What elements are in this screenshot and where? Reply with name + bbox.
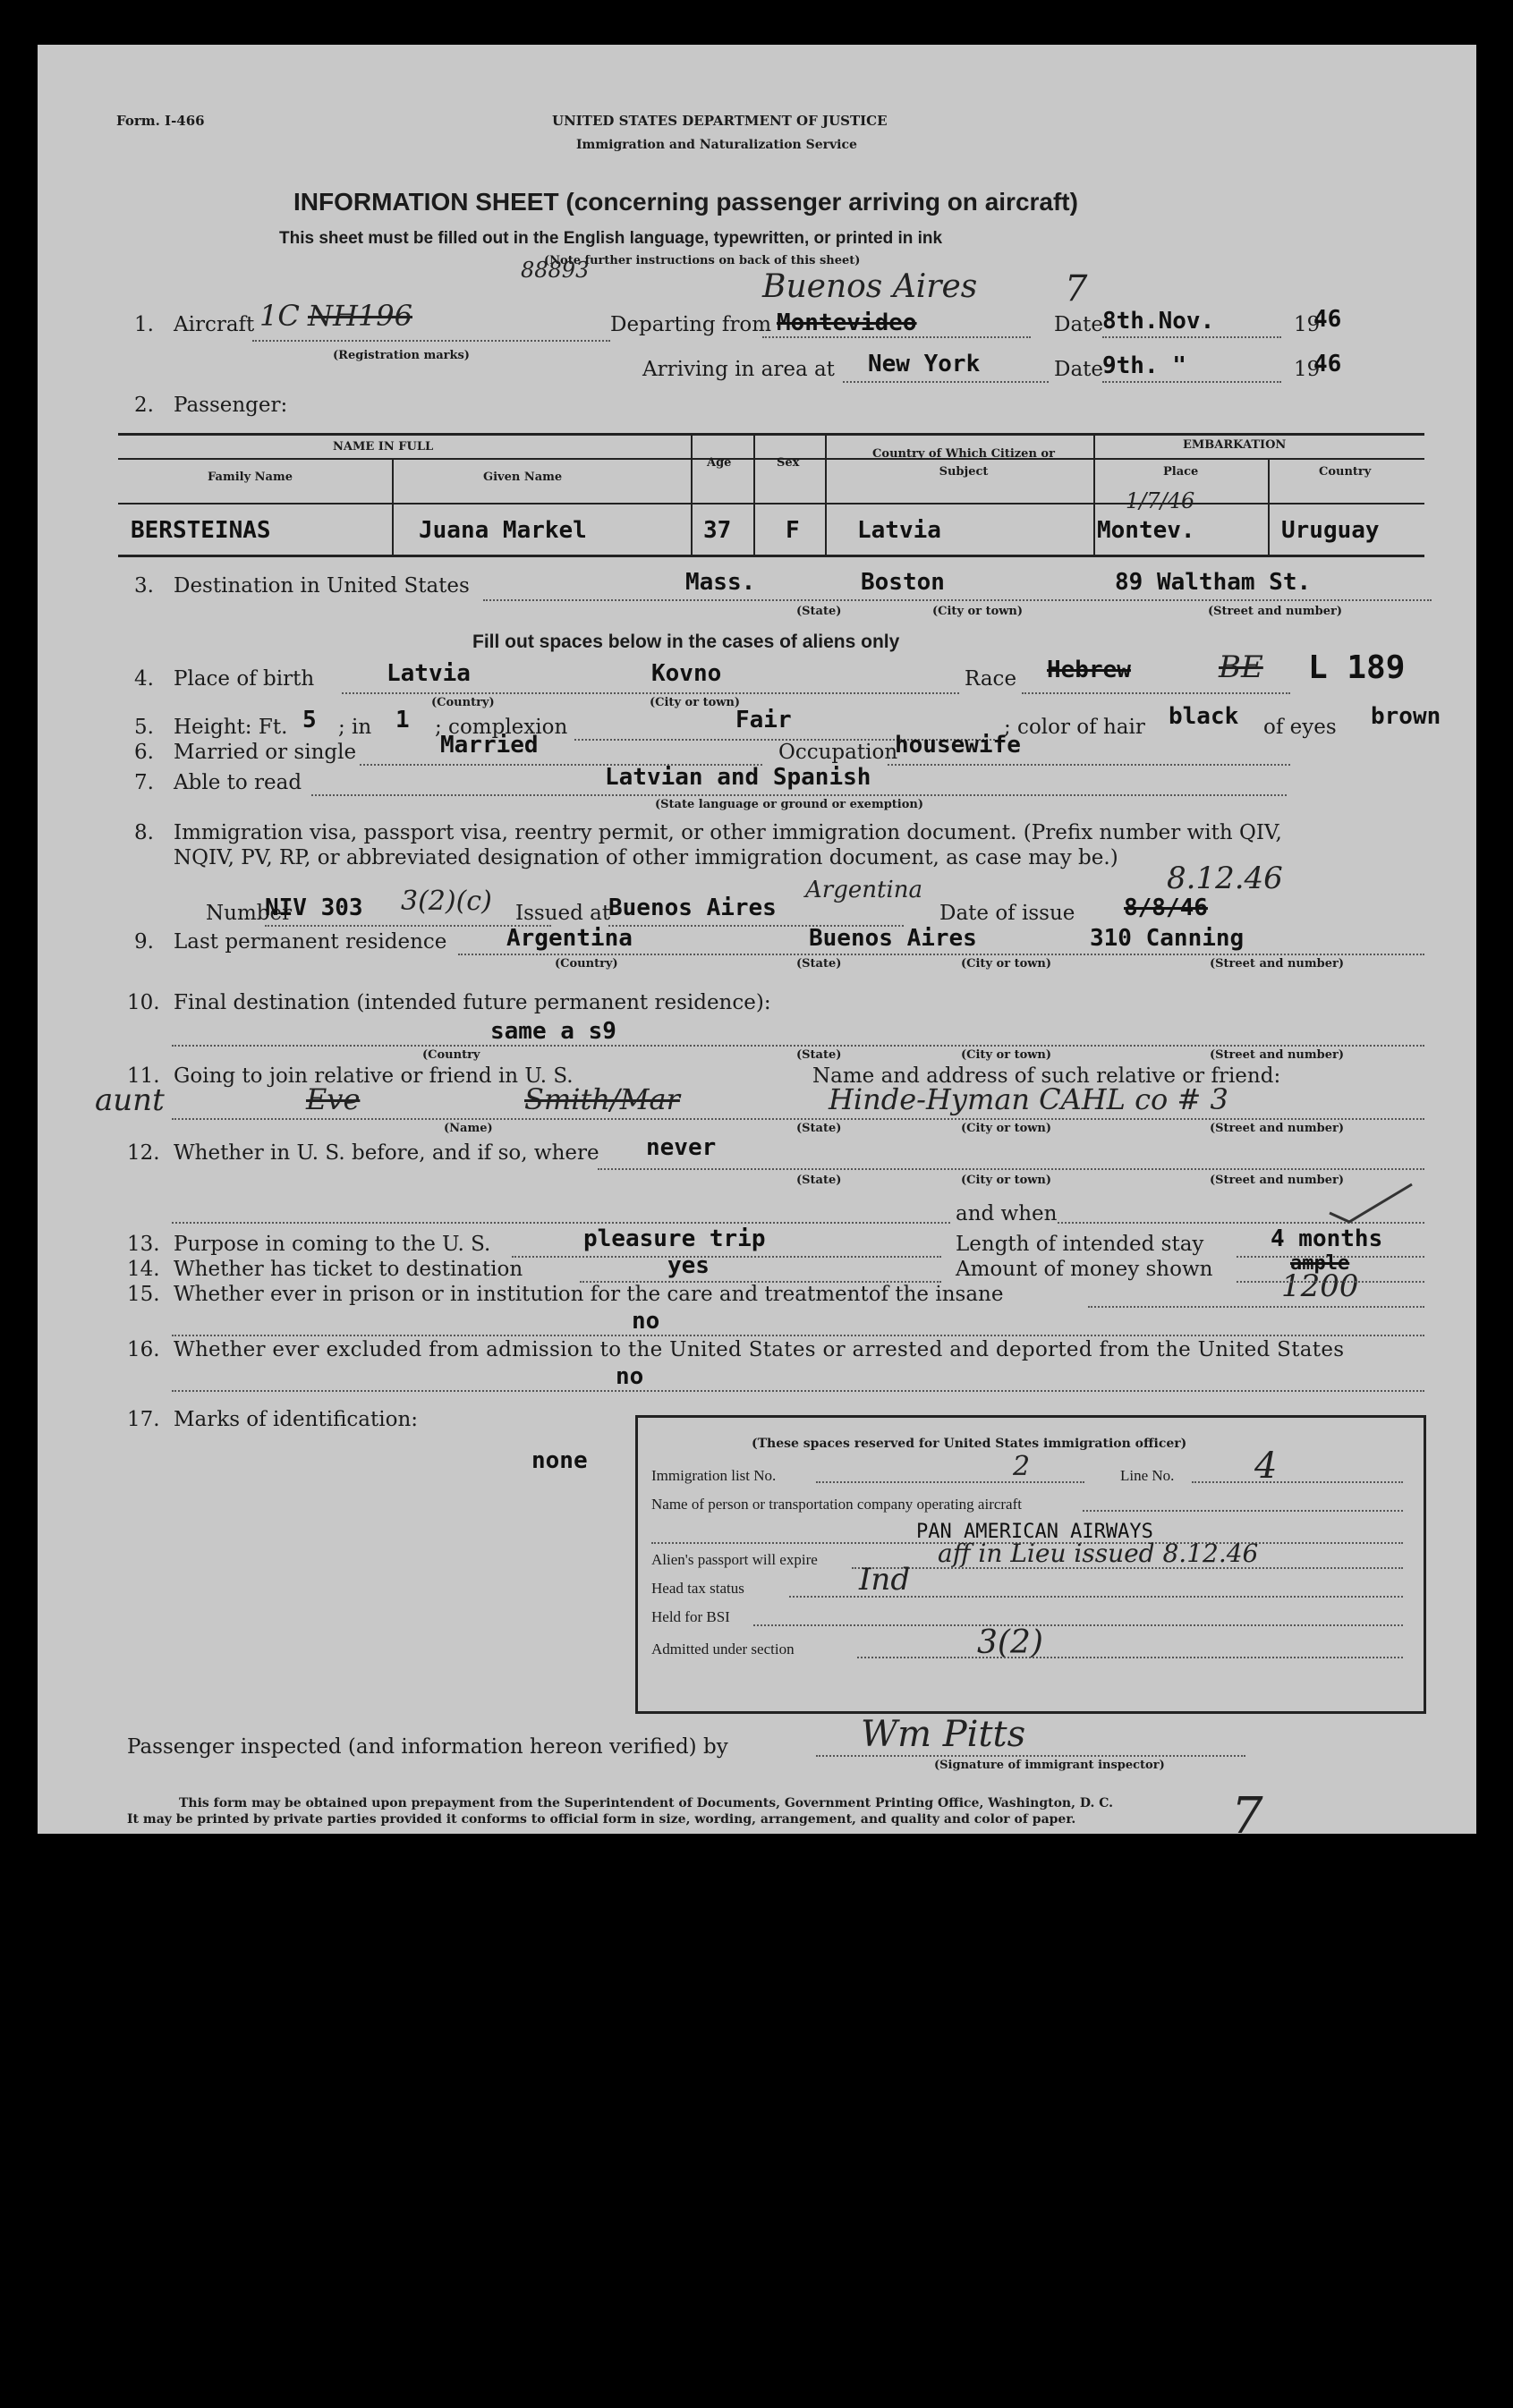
issue-date: 8/8/46 [1124, 895, 1208, 921]
join-relative-hand: Hinde-Hyman CAHL co # 3 [829, 1082, 1228, 1116]
section-label: Admitted under section [651, 1641, 795, 1658]
headtax-hand: Ind [859, 1562, 911, 1598]
before-label: Whether in U. S. before, and if so, where [174, 1141, 599, 1165]
table-header-country: Country [1319, 465, 1372, 479]
caption-street: (Street and number) [1210, 1174, 1344, 1187]
excluded-value: no [616, 1363, 644, 1390]
visa-number: NIV 303 [265, 895, 363, 921]
birth-city: Kovno [651, 660, 722, 687]
caption-state: (State) [796, 1048, 842, 1062]
operator-label: Name of person or transportation company operating aircraft [651, 1496, 1022, 1513]
age: 37 [703, 517, 732, 544]
aircraft-prefix: 1C [259, 299, 300, 333]
instruction-note: (Note further instructions on back of this sheet) [544, 254, 861, 267]
issue-date-hand: 8.12.46 [1167, 861, 1283, 896]
issue-date-label: Date of issue [939, 902, 1075, 925]
aircraft-registration-hand: 88893 [521, 258, 590, 283]
marks-label: Marks of identification: [174, 1408, 419, 1431]
destination-state: Mass. [685, 569, 756, 596]
arriving-place: New York [868, 351, 981, 377]
aircraft-struck: NH196 [308, 299, 412, 333]
ticket-label: Whether has ticket to destination [174, 1258, 523, 1281]
item-number: 9. [134, 930, 154, 954]
residence-label: Last permanent residence [174, 930, 447, 954]
passenger-label: Passenger: [174, 394, 288, 417]
final-dest-label: Final destination (intended future permanent residence): [174, 991, 771, 1014]
stay-label: Length of intended stay [956, 1233, 1204, 1256]
embarkation-country: Uruguay [1281, 517, 1380, 544]
race-code: L 189 [1308, 649, 1406, 686]
visa-line2: NQIV, PV, RP, or abbreviated designation of other immigration document, as case may be.) [174, 846, 1118, 869]
table-header-family-name: Family Name [208, 471, 293, 484]
caption-country: (Country) [555, 957, 618, 971]
join-relation-hand: aunt [95, 1082, 165, 1118]
line-value-hand: 4 [1254, 1446, 1278, 1487]
line-label: Line No. [1120, 1467, 1175, 1484]
issued-label: Issued at [515, 902, 611, 925]
page-title: INFORMATION SHEET (concerning passenger arriving on aircraft) [293, 188, 1078, 216]
table-header-citizen: Country of Which Citizen or Subject [872, 447, 1055, 479]
footer-line2: It may be printed by private parties provided it conforms to official form in size, wording, arrangement, and quality and color of paper. [127, 1812, 1076, 1827]
arrival-year: 46 [1313, 351, 1342, 377]
excluded-label: Whether ever excluded from admission to the United States or arrested and deported from the United States [174, 1338, 1345, 1361]
visa-line1: Immigration visa, passport visa, reentry permit, or other immigration document. (Prefix number with QIV, [174, 821, 1282, 844]
item-number: 15. [127, 1283, 160, 1306]
final-dest-value: same a s9 [490, 1018, 616, 1045]
bsi-label: Held for BSI [651, 1608, 730, 1625]
officer-box-title: (These spaces reserved for United States immigration officer) [752, 1437, 1187, 1451]
caption-city: (City or town) [961, 1048, 1052, 1062]
year-prefix: 19 [1294, 313, 1321, 336]
visa-number-hand: 3(2)(c) [401, 886, 492, 917]
caption-city: (City or town) [961, 957, 1052, 971]
item-number: 4. [134, 667, 154, 691]
married-label: Married or single [174, 741, 357, 764]
list-value-hand: 2 [1013, 1451, 1031, 1482]
passport-label: Alien's passport will expire [651, 1551, 818, 1568]
table-header-embarkation: EMBARKATION [1183, 438, 1287, 452]
arrival-date-label: Date [1054, 358, 1104, 381]
hair-value: black [1169, 703, 1239, 730]
money-hand: 1200 [1281, 1268, 1359, 1304]
signature-caption: (Signature of immigrant inspector) [934, 1759, 1165, 1772]
operator-value: PAN AMERICAN AIRWAYS [916, 1521, 1153, 1543]
married-value: Married [440, 732, 539, 759]
complexion-label: ; complexion [435, 716, 568, 739]
embarkation-hand-date: 1/7/46 [1126, 488, 1195, 513]
birth-country: Latvia [387, 660, 471, 687]
list-label: Immigration list No. [651, 1467, 777, 1484]
prison-label: Whether ever in prison or in institution for the care and treatmentof the insane [174, 1283, 1004, 1306]
item-number: 8. [134, 821, 154, 844]
destination-street: 89 Waltham St. [1115, 569, 1312, 596]
caption-name: (Name) [444, 1122, 493, 1135]
departing-hand: Buenos Aires [762, 268, 978, 305]
table-header-given-name: Given Name [483, 471, 563, 484]
caption-city: (City or town) [650, 696, 741, 709]
money-label: Amount of money shown [956, 1258, 1213, 1281]
complexion-value: Fair [735, 707, 792, 733]
height-in: 1 [395, 707, 410, 733]
height-label: Height: Ft. [174, 716, 288, 739]
read-label: Able to read [174, 771, 302, 794]
caption-street: (Street and number) [1210, 957, 1344, 971]
footer-line1: This form may be obtained upon prepayment from the Superintendent of Documents, Government Printing Office, Washington, D. C. [179, 1796, 1114, 1810]
caption-city: (City or town) [932, 605, 1024, 618]
embarkation-place: Montev. [1097, 517, 1195, 544]
hair-label: ; color of hair [1004, 716, 1145, 739]
before-value: never [646, 1134, 717, 1161]
residence-state: Buenos Aires [809, 925, 977, 952]
inspected-label: Passenger inspected (and information hereon verified) by [127, 1735, 728, 1759]
eyes-value: brown [1371, 703, 1441, 730]
destination-city: Boston [861, 569, 945, 596]
marks-value: none [531, 1447, 588, 1474]
issued-hand: Argentina [805, 877, 922, 903]
table-header-place: Place [1163, 465, 1199, 479]
height-in-label: ; in [338, 716, 372, 739]
headtax-label: Head tax status [651, 1580, 744, 1597]
departing-date: 8th.Nov. [1102, 308, 1215, 335]
department-title: UNITED STATES DEPARTMENT OF JUSTICE [552, 113, 888, 129]
prison-value: no [632, 1308, 660, 1335]
item-number: 10. [127, 991, 160, 1014]
table-header-age: Age [707, 456, 732, 470]
item-number: 13. [127, 1233, 160, 1256]
item-number: 11. [127, 1064, 160, 1088]
caption-state: (State) [796, 1122, 842, 1135]
birth-label: Place of birth [174, 667, 315, 691]
table-header-name-in-full: NAME IN FULL [333, 440, 434, 454]
aircraft-label: Aircraft [174, 313, 255, 336]
family-name: BERSTEINAS [131, 517, 271, 544]
item-number: 5. [134, 716, 154, 739]
passport-hand: aff in Lieu issued 8.12.46 [938, 1539, 1259, 1568]
read-caption: (State language or ground or exemption) [655, 798, 924, 811]
service-title: Immigration and Naturalization Service [576, 138, 857, 152]
join-name-label: Name and address of such relative or friend: [812, 1064, 1281, 1088]
form-instruction: This sheet must be filled out in the English language, typewritten, or printed in ink [279, 229, 943, 248]
corner-mark: 7 [1231, 1787, 1263, 1845]
race-label: Race [965, 667, 1017, 691]
caption-country: (Country) [431, 696, 495, 709]
join-label: Going to join relative or friend in U. S. [174, 1064, 574, 1088]
item-number: 1. [134, 313, 154, 336]
stay-value: 4 months [1271, 1225, 1383, 1252]
caption-country: (Country [422, 1048, 480, 1062]
form-sheet [38, 45, 1476, 1834]
item-number: 6. [134, 741, 154, 764]
read-value: Latvian and Spanish [605, 764, 871, 791]
caption-street: (Street and number) [1210, 1048, 1344, 1062]
join-struck-1: Eve [306, 1082, 361, 1116]
corner-mark-top: 7 [1065, 268, 1088, 309]
caption-city: (City or town) [961, 1174, 1052, 1187]
table-header-sex: Sex [777, 456, 800, 470]
item-number: 12. [127, 1141, 160, 1165]
join-struck-2: Smith/Mar [524, 1082, 680, 1116]
purpose-label: Purpose in coming to the U. S. [174, 1233, 491, 1256]
item-number: 16. [127, 1338, 160, 1361]
arrival-year-prefix: 19 [1294, 358, 1321, 381]
form-id: Form. I-466 [116, 113, 205, 129]
caption-state: (State) [796, 957, 842, 971]
destination-label: Destination in United States [174, 574, 470, 598]
section-hand: 3(2) [977, 1624, 1043, 1661]
sex: F [786, 517, 800, 544]
arrival-date: 9th. " [1102, 352, 1186, 379]
checkmark-icon [1326, 1181, 1415, 1225]
occupation-label: Occupation [778, 741, 898, 764]
given-name: Juana Markel [419, 517, 587, 544]
visa-number-label: Number [206, 902, 293, 925]
caption-state: (State) [796, 605, 842, 618]
arriving-label: Arriving in area at [642, 358, 835, 381]
departing-year: 46 [1313, 306, 1342, 333]
eyes-label: of eyes [1263, 716, 1337, 739]
item-number: 3. [134, 574, 154, 598]
citizen-country: Latvia [857, 517, 941, 544]
item-number: 2. [134, 394, 154, 417]
inspector-signature: Wm Pitts [861, 1714, 1026, 1755]
date-label: Date [1054, 313, 1104, 336]
money-struck: ample [1290, 1252, 1350, 1275]
item-number: 7. [134, 771, 154, 794]
registration-caption: (Registration marks) [333, 349, 470, 362]
aliens-heading: Fill out spaces below in the cases of aliens only [472, 632, 900, 652]
departing-struck: Montevideo [777, 309, 917, 336]
height-ft: 5 [302, 707, 317, 733]
when-label: and when [956, 1202, 1058, 1225]
caption-state: (State) [796, 1174, 842, 1187]
race-struck: Hebrew [1047, 657, 1131, 683]
occupation-value: housewife [895, 732, 1021, 759]
ticket-value: yes [667, 1252, 710, 1279]
caption-street: (Street and number) [1208, 605, 1342, 618]
departing-label: Departing from [610, 313, 772, 336]
item-number: 14. [127, 1258, 160, 1281]
caption-street: (Street and number) [1210, 1122, 1344, 1135]
residence-street: 310 Canning [1090, 925, 1245, 952]
issued-value: Buenos Aires [608, 895, 777, 921]
race-hand: BE [1219, 649, 1263, 685]
purpose-value: pleasure trip [583, 1225, 766, 1252]
residence-country: Argentina [506, 925, 633, 952]
caption-city: (City or town) [961, 1122, 1052, 1135]
item-number: 17. [127, 1408, 160, 1431]
